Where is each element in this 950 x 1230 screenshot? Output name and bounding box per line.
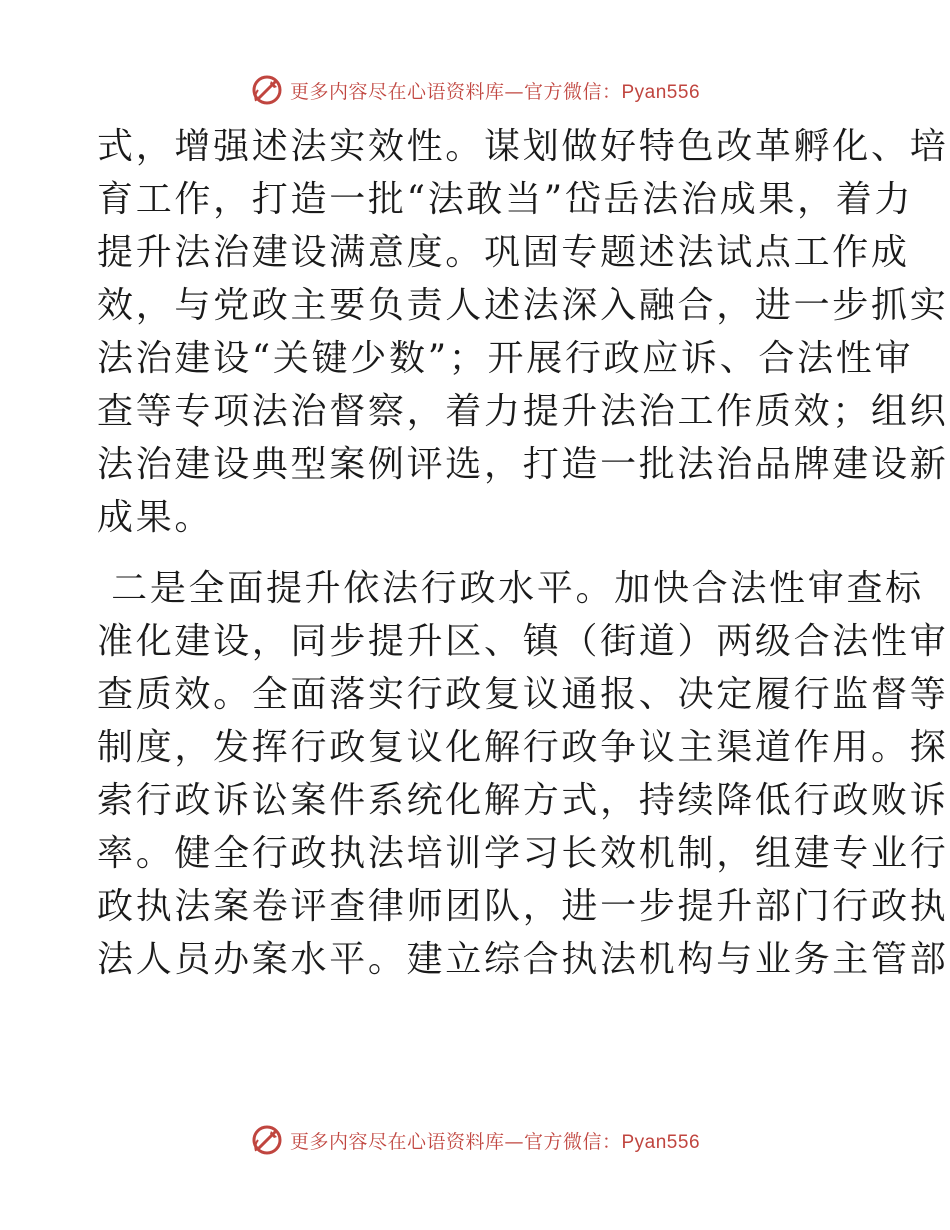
- paragraph-gap: [97, 544, 857, 562]
- text-line: 法治建设“关键少数”；开展行政应诉、合法性审: [97, 338, 914, 379]
- document-body: [97, 120, 949, 986]
- text-line: 准化建设，同步提升区、镇（街道）两级合法性审: [97, 621, 949, 662]
- watermark-wechat: 官方微信：Pyan556: [524, 1131, 701, 1153]
- text-line: 成果。: [97, 497, 214, 538]
- logo-icon: [250, 1123, 284, 1157]
- header-watermark: [0, 70, 950, 110]
- text-line: 查等专项法治督察，着力提升法治工作质效；组织: [97, 391, 949, 432]
- watermark-brand: 更多内容尽在心语资料库: [289, 80, 505, 103]
- text-line: 制度，发挥行政复议化解行政争议主渠道作用。探: [97, 727, 949, 768]
- watermark-text: [290, 1127, 700, 1154]
- logo-icon: [250, 73, 284, 107]
- text-line: 法治建设典型案例评选，打造一批法治品牌建设新: [97, 444, 949, 485]
- watermark-separator: —: [504, 1130, 524, 1153]
- text-line: 索行政诉讼案件系统化解方式，持续降低行政败诉: [97, 780, 949, 821]
- paragraph-2: [97, 562, 949, 986]
- text-line: 法人员办案水平。建立综合执法机构与业务主管部: [97, 939, 949, 980]
- watermark-separator: —: [504, 80, 524, 103]
- text-line: 政执法案卷评查律师团队，进一步提升部门行政执: [97, 886, 949, 927]
- paragraph-1: [97, 120, 949, 544]
- text-line: 二是全面提升依法行政水平。加快合法性审查标: [97, 568, 924, 609]
- text-line: 效，与党政主要负责人述法深入融合，进一步抓实: [97, 285, 949, 326]
- text-line: 提升法治建设满意度。巩固专题述法试点工作成: [97, 232, 910, 273]
- watermark-wechat: 官方微信：Pyan556: [524, 81, 701, 103]
- text-line: 率。健全行政执法培训学习长效机制，组建专业行: [97, 833, 949, 874]
- text-line: 查质效。全面落实行政复议通报、决定履行监督等: [97, 674, 949, 715]
- watermark-brand: 更多内容尽在心语资料库: [289, 1130, 505, 1153]
- text-line: 式，增强述法实效性。谋划做好特色改革孵化、培: [97, 126, 949, 167]
- watermark-text: [290, 77, 700, 104]
- text-line: 育工作，打造一批“法敢当”岱岳法治成果，着力: [97, 179, 914, 220]
- footer-watermark: [0, 1120, 950, 1160]
